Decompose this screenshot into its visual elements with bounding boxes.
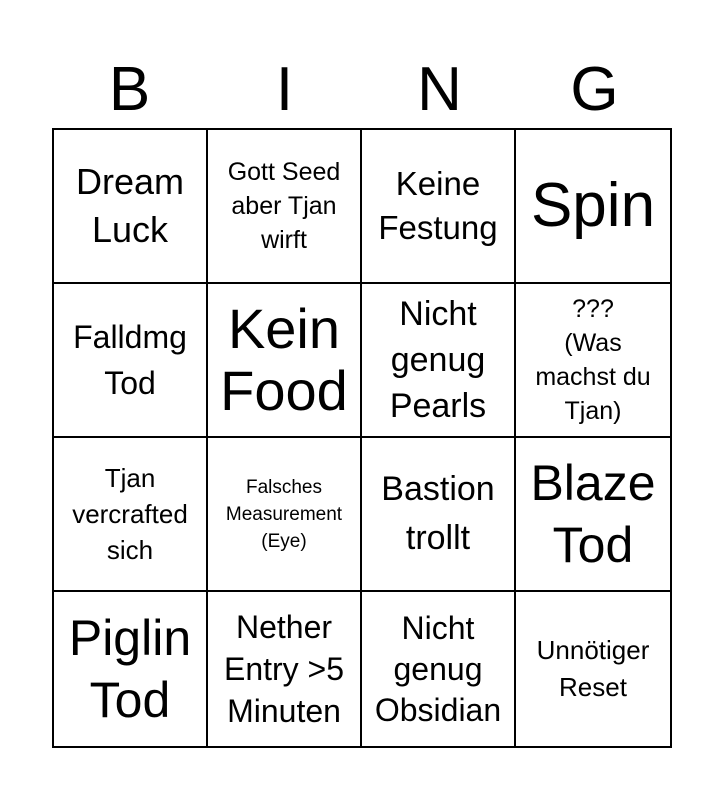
bingo-cell-9[interactable] bbox=[54, 438, 208, 592]
cell-label: Bastion trollt bbox=[381, 470, 495, 557]
cell-label: Falldmg Tod bbox=[73, 319, 187, 401]
cell-label: Falsches Measurement (Eye) bbox=[225, 476, 343, 552]
header-letter-i: I bbox=[275, 55, 294, 124]
bingo-cell-8[interactable] bbox=[516, 284, 670, 438]
cell-label: Spin bbox=[530, 171, 656, 240]
bingo-header bbox=[52, 52, 672, 128]
cell-label: Nicht genug Obsidian bbox=[374, 609, 502, 728]
bingo-cell-3[interactable] bbox=[362, 130, 516, 284]
bingo-cell-15[interactable] bbox=[362, 592, 516, 746]
header-letter-n: N bbox=[417, 55, 462, 124]
cell-label: Unnötiger Reset bbox=[536, 635, 650, 702]
cell-label: Blaze Tod bbox=[530, 455, 656, 573]
cell-label: Nicht genug Pearls bbox=[389, 295, 487, 425]
header-letter-g: G bbox=[570, 55, 619, 124]
cell-label: Gott Seed aber Tjan wirft bbox=[227, 158, 341, 254]
bingo-cell-11[interactable] bbox=[362, 438, 516, 592]
cell-label: Keine Festung bbox=[378, 165, 498, 246]
cell-label: Kein Food bbox=[220, 297, 348, 422]
bingo-cell-14[interactable] bbox=[208, 592, 362, 746]
bingo-cell-4[interactable] bbox=[516, 130, 670, 284]
bingo-cell-7[interactable] bbox=[362, 284, 516, 438]
cell-label: Dream Luck bbox=[75, 161, 185, 250]
bingo-cell-13[interactable] bbox=[54, 592, 208, 746]
bingo-cell-1[interactable] bbox=[54, 130, 208, 284]
header-letter-b: B bbox=[108, 55, 151, 124]
cell-label: Tjan vercrafted sich bbox=[72, 463, 188, 565]
bingo-cell-6[interactable] bbox=[208, 284, 362, 438]
bingo-cell-5[interactable] bbox=[54, 284, 208, 438]
cell-label: Piglin Tod bbox=[68, 610, 192, 728]
bingo-cell-10[interactable] bbox=[208, 438, 362, 592]
cell-label: Nether Entry >5 Minuten bbox=[223, 609, 345, 729]
bingo-cell-2[interactable] bbox=[208, 130, 362, 284]
cell-label: ??? (Was machst du Tjan) bbox=[535, 295, 651, 425]
bingo-cell-12[interactable] bbox=[516, 438, 670, 592]
bingo-grid bbox=[52, 128, 672, 748]
bingo-cell-16[interactable] bbox=[516, 592, 670, 746]
